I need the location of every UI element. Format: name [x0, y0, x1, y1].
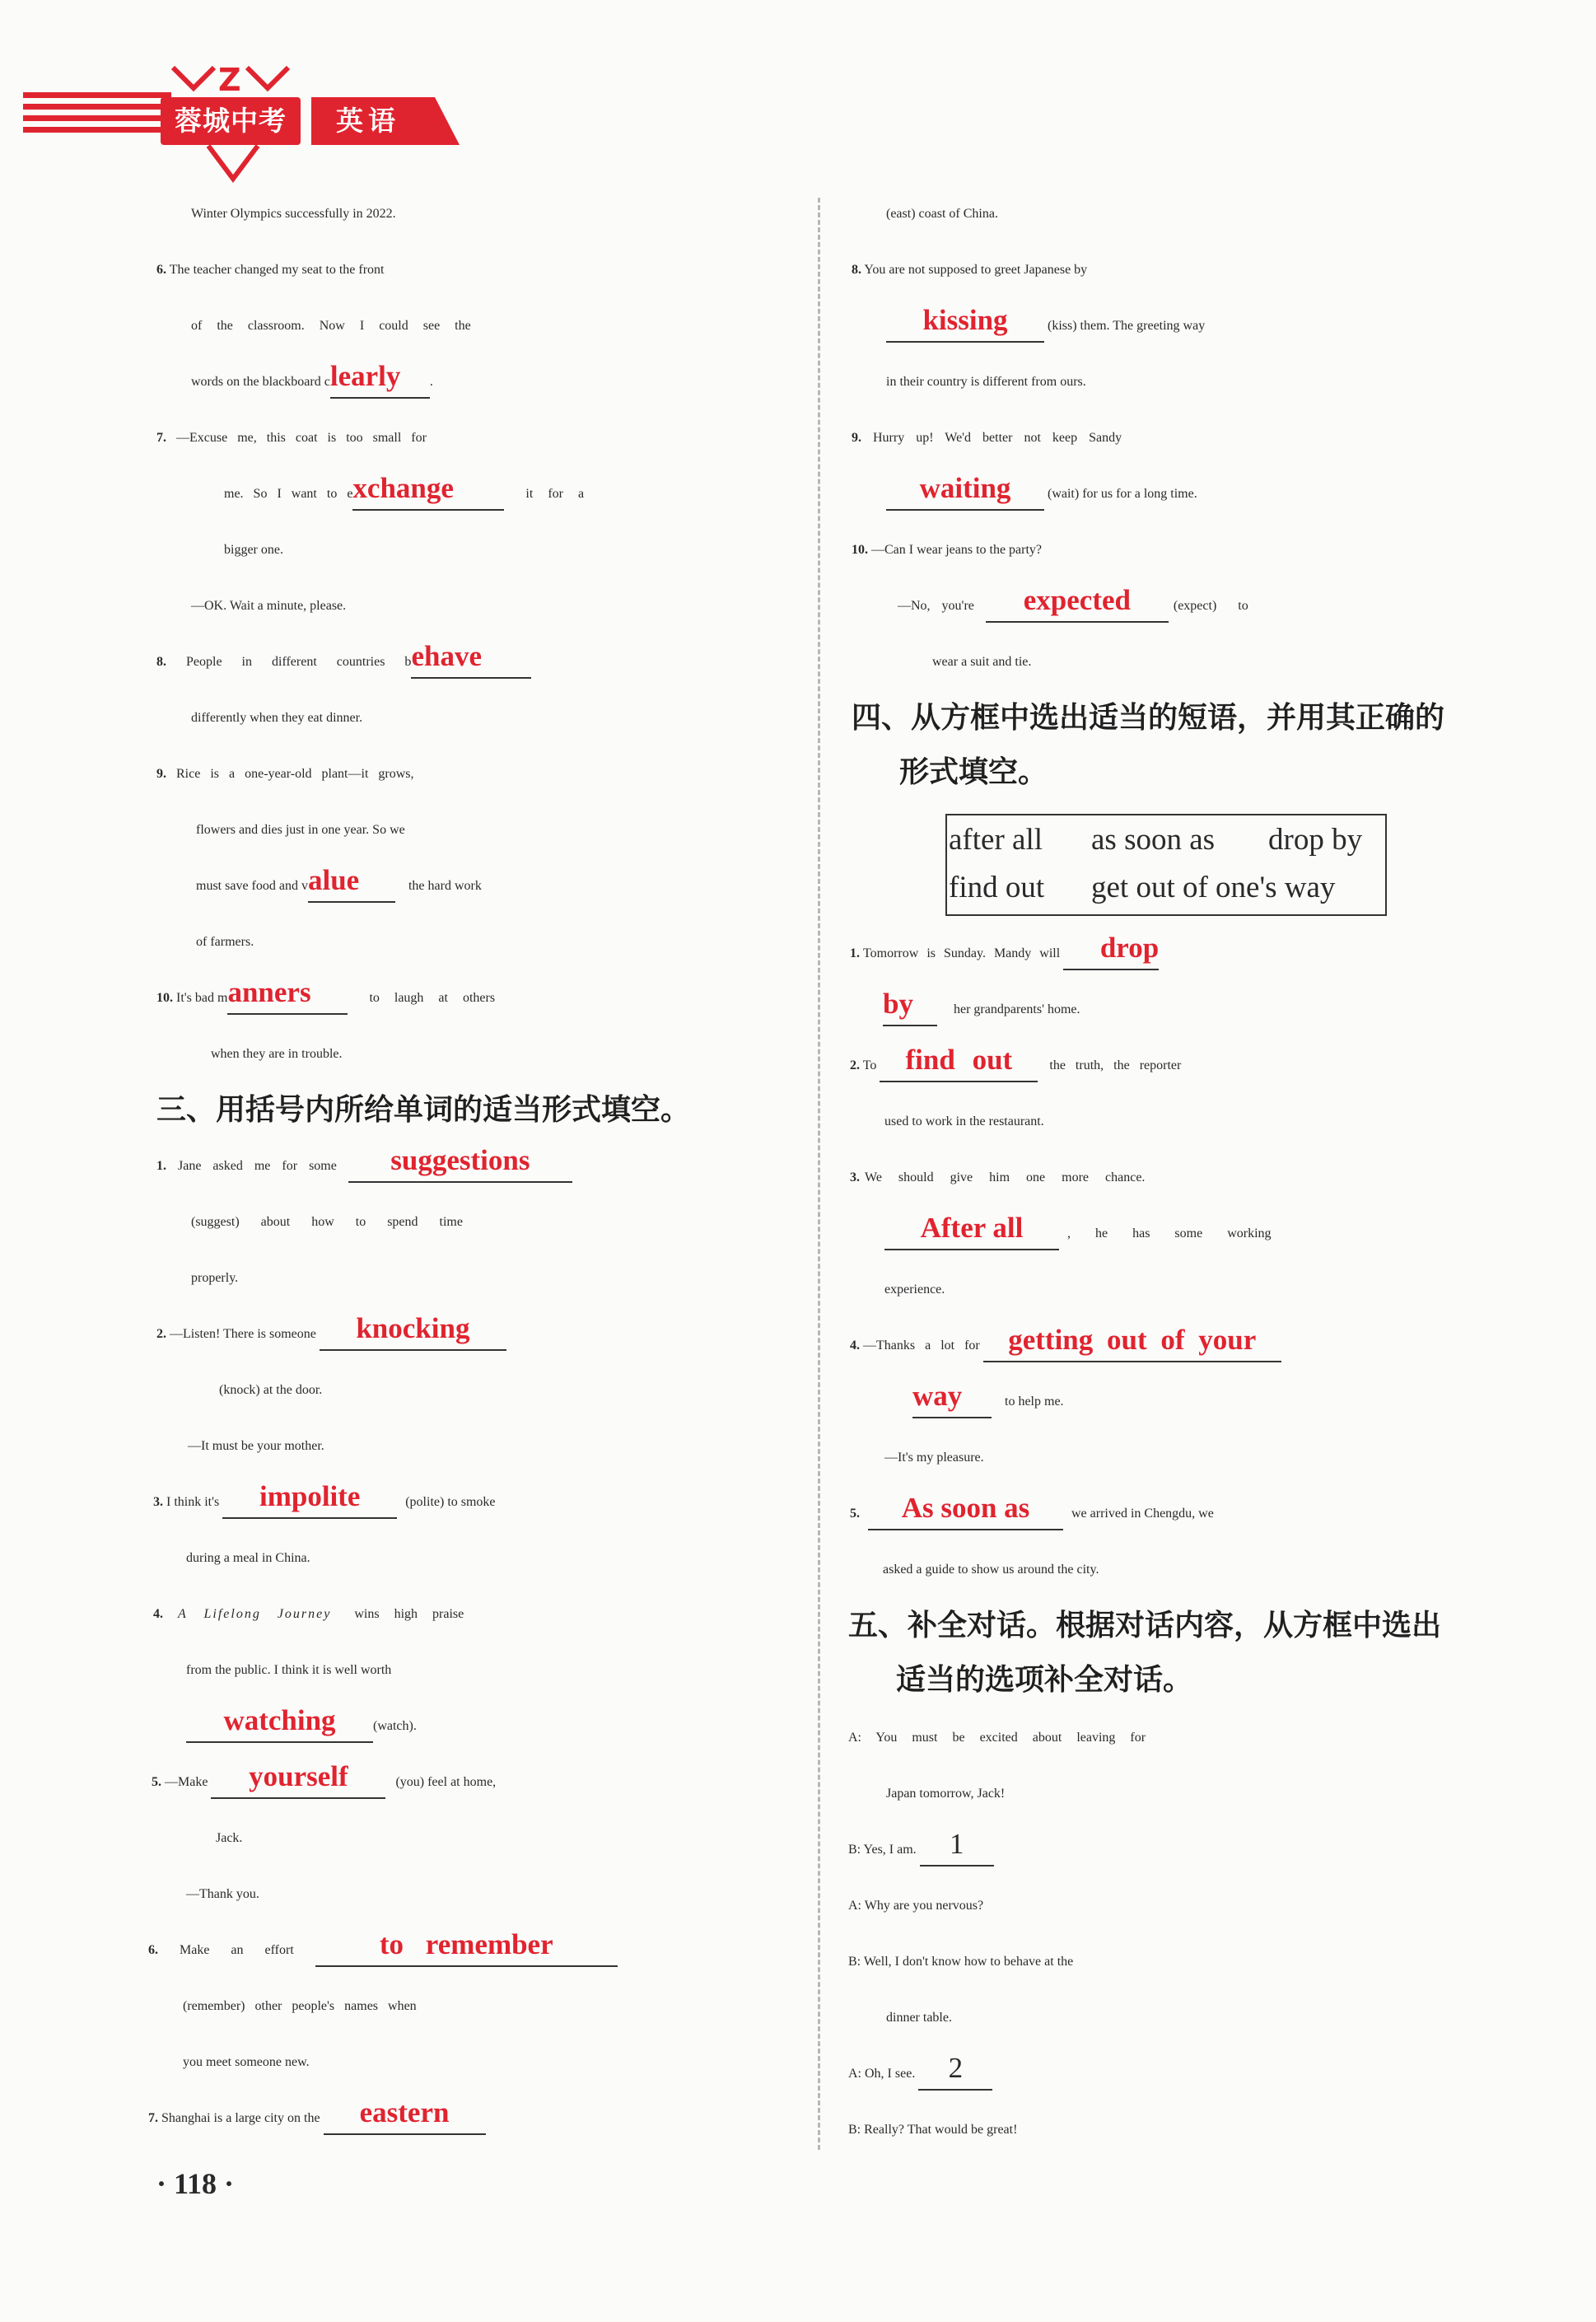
question-number: 5. — [850, 1507, 860, 1521]
text: (you) feel at home, — [395, 1775, 497, 1789]
answer-blank: eastern — [324, 2092, 486, 2135]
answer-blank: knocking — [320, 1308, 506, 1351]
question-number: 4. — [850, 1339, 860, 1353]
question-number: 8. — [156, 655, 166, 669]
s3-question-1 — [156, 1138, 572, 1194]
phrase-box — [945, 814, 1387, 916]
text-line — [186, 1698, 417, 1754]
question-8 — [156, 634, 531, 690]
text-line — [886, 298, 1205, 354]
phrase: get out of one's way — [1091, 871, 1336, 904]
s3-question-2 — [156, 1306, 506, 1362]
section-5-heading: 五、补全对话。根据对话内容，从方框中选出 — [848, 1609, 1442, 1642]
text-line: The teacher changed my seat to the front — [169, 263, 385, 277]
s3-question-10 — [852, 522, 1042, 578]
logo-v-icon — [204, 142, 262, 183]
text-line: used to work in the restaurant. — [884, 1114, 1044, 1128]
text: her grandparents' home. — [954, 1002, 1080, 1016]
text: To — [862, 1058, 877, 1072]
s3-question-6 — [148, 1923, 618, 1979]
answer-blank: ehave — [411, 636, 531, 679]
text: We should give him one more chance. — [865, 1170, 1146, 1184]
question-number: 3. — [850, 1170, 860, 1184]
text: —Thanks a lot for — [863, 1339, 980, 1353]
text-line — [191, 354, 433, 410]
dialogue-line — [848, 1822, 994, 1878]
s3-question-8 — [852, 242, 1087, 298]
s3-question-9 — [852, 410, 1122, 466]
text-line: differently when they eat dinner. — [191, 711, 363, 725]
phrase: after all — [949, 823, 1043, 857]
question-number: 7. — [156, 431, 166, 445]
text-line: of farmers. — [196, 935, 254, 949]
answer-blank: drop — [1063, 927, 1159, 970]
column-divider — [818, 198, 820, 2150]
question-10 — [156, 970, 495, 1026]
phrase: as soon as — [1091, 823, 1216, 857]
subject-tab — [311, 97, 460, 145]
subject-label: 英语 — [336, 105, 400, 137]
question-number: 10. — [156, 991, 173, 1005]
text-line: asked a guide to show us around the city. — [883, 1563, 1099, 1577]
answer-blank: impolite — [222, 1476, 397, 1519]
answer-blank: to remember — [315, 1924, 618, 1967]
s4-question-5 — [850, 1486, 1214, 1542]
dialogue-blank: 1 — [920, 1824, 994, 1866]
text-line: flowers and dies just in one year. So we — [196, 823, 405, 837]
dialogue-line: B: Really? That would be great! — [848, 2123, 1018, 2137]
text: wins high praise — [354, 1607, 464, 1621]
answer-blank: anners — [227, 972, 348, 1015]
text-line: —It must be your mother. — [188, 1439, 324, 1453]
text-line: during a meal in China. — [186, 1551, 310, 1565]
answer-blank: alue — [308, 860, 395, 903]
question-number: 1. — [156, 1159, 166, 1173]
text: People in different countries b — [186, 655, 412, 669]
brand-logo: 蓉城中考 — [161, 97, 301, 145]
answer-blank: xchange — [352, 468, 504, 511]
text: must save food and v — [196, 879, 308, 893]
text: the truth, the reporter — [1049, 1058, 1182, 1072]
phrase: find out — [949, 871, 1045, 904]
text: we arrived in Chengdu, we — [1071, 1507, 1214, 1521]
text-line: bigger one. — [224, 543, 283, 557]
question-number: 6. — [148, 1943, 158, 1957]
text: it for a — [525, 487, 585, 501]
text-line — [883, 982, 1080, 1038]
svg-text:Z: Z — [218, 62, 241, 97]
text-line: —It's my pleasure. — [884, 1451, 984, 1465]
text-line: when they are in trouble. — [211, 1047, 343, 1061]
text: to help me. — [1005, 1395, 1064, 1409]
answer-blank: learly — [330, 356, 430, 399]
text: (kiss) them. The greeting way — [1048, 319, 1206, 333]
text: Make an effort — [180, 1943, 294, 1957]
text: A: Oh, I see. — [848, 2067, 916, 2081]
answer-blank: suggestions — [348, 1140, 572, 1183]
text-line: (east) coast of China. — [886, 207, 998, 221]
header-stripes — [23, 92, 171, 138]
text: —Listen! There is someone — [170, 1327, 316, 1341]
answer-blank: by — [883, 983, 937, 1026]
text-line: from the public. I think it is well worth — [186, 1663, 392, 1677]
question-number: 1. — [850, 946, 860, 960]
s4-question-3 — [850, 1150, 1145, 1206]
text: Jane asked me for some — [178, 1159, 337, 1173]
text: —No, you're — [898, 599, 974, 613]
text: —Can I wear jeans to the party? — [871, 543, 1043, 557]
text: B: Yes, I am. — [848, 1843, 917, 1857]
text: Hurry up! We'd better not keep Sandy — [873, 431, 1122, 445]
s4-question-2 — [850, 1038, 1181, 1094]
question-7 — [156, 410, 427, 466]
text: Tomorrow is Sunday. Mandy will — [863, 946, 1061, 960]
text: to laugh at others — [369, 991, 496, 1005]
text: It's bad m — [176, 991, 228, 1005]
question-number: 10. — [852, 543, 868, 557]
text-line: (knock) at the door. — [219, 1383, 323, 1397]
dialogue-line: B: Well, I don't know how to behave at the — [848, 1955, 1074, 1969]
dialogue-line: A: You must be excited about leaving for — [848, 1731, 1146, 1745]
text-line — [224, 466, 584, 522]
text-line: wear a suit and tie. — [932, 655, 1032, 669]
answer-blank: getting out of your — [983, 1320, 1281, 1362]
text-line: experience. — [884, 1282, 945, 1296]
question-number: 9. — [852, 431, 861, 445]
question-number: 5. — [152, 1775, 161, 1789]
text-line: Winter Olympics successfully in 2022. — [191, 207, 396, 221]
s3-question-3 — [153, 1474, 496, 1530]
question-6 — [156, 242, 385, 298]
text: —Excuse me, this coat is too small for — [176, 431, 427, 445]
text: Shanghai is a large city on the — [161, 2111, 320, 2125]
text-line — [196, 858, 482, 914]
section-4-heading-cont: 形式填空。 — [899, 755, 1048, 789]
question-number: 9. — [156, 767, 166, 781]
answer-blank: After all — [884, 1208, 1059, 1250]
text-line — [886, 466, 1197, 522]
section-4-heading: 四、从方框中选出适当的短语，并用其正确的 — [852, 701, 1445, 735]
dialogue-blank: 2 — [918, 2048, 992, 2091]
book-title: A Lifelong Journey — [178, 1607, 332, 1621]
s4-question-1 — [850, 926, 1159, 982]
dialogue-line: A: Why are you nervous? — [848, 1899, 984, 1913]
phrase: drop by — [1268, 823, 1363, 857]
text: Rice is a one-year-old plant—it grows, — [176, 767, 414, 781]
question-number: 2. — [156, 1327, 166, 1341]
text: . — [429, 375, 433, 389]
text: the hard work — [408, 879, 482, 893]
text-line — [898, 578, 1248, 634]
text-line: (remember) other people's names when — [183, 1999, 417, 2013]
text: (watch). — [373, 1719, 417, 1733]
s3-question-5 — [152, 1754, 496, 1810]
text-line — [912, 1374, 1064, 1430]
page-number: · 118 · — [156, 2167, 235, 2200]
text: (polite) to smoke — [405, 1495, 496, 1509]
text: , he has some working — [1067, 1226, 1272, 1240]
answer-blank: watching — [186, 1700, 373, 1743]
question-number: 3. — [153, 1495, 163, 1509]
s3-question-7 — [148, 2091, 486, 2147]
text: You are not supposed to greet Japanese by — [864, 263, 1088, 277]
s3-question-4 — [153, 1586, 464, 1642]
text-line: properly. — [191, 1271, 239, 1285]
text: (wait) for us for a long time. — [1048, 487, 1197, 501]
answer-blank: kissing — [886, 300, 1044, 343]
text-line: —OK. Wait a minute, please. — [191, 599, 347, 613]
question-number: 4. — [153, 1607, 163, 1621]
section-3-heading: 三、用括号内所给单词的适当形式填空。 — [156, 1093, 691, 1127]
text: I think it's — [166, 1495, 220, 1509]
text-line: in their country is different from ours. — [886, 375, 1086, 389]
text: me. So I want to e — [224, 487, 353, 501]
text-line: (suggest) about how to spend time — [191, 1215, 463, 1229]
text-line: Jack. — [216, 1831, 243, 1845]
dialogue-line: Japan tomorrow, Jack! — [886, 1787, 1006, 1801]
text-line: —Thank you. — [186, 1887, 259, 1901]
answer-blank: find out — [880, 1040, 1038, 1082]
text: (expect) to — [1173, 599, 1248, 613]
section-5-heading-cont: 适当的选项补全对话。 — [896, 1663, 1193, 1697]
text-line — [884, 1206, 1272, 1262]
answer-blank: expected — [986, 580, 1169, 623]
answer-blank: way — [912, 1376, 992, 1418]
answer-blank: As soon as — [868, 1488, 1063, 1530]
text: words on the blackboard c — [191, 375, 330, 389]
question-number: 7. — [148, 2111, 158, 2125]
question-number: 8. — [852, 263, 861, 277]
s4-question-4 — [850, 1318, 1281, 1374]
answer-blank: yourself — [211, 1756, 385, 1799]
answer-blank: waiting — [886, 468, 1044, 511]
text-line: of the classroom. Now I could see the — [191, 319, 471, 333]
dialogue-line: dinner table. — [886, 2011, 952, 2025]
text-line: you meet someone new. — [183, 2055, 310, 2069]
dialogue-line — [848, 2046, 992, 2102]
question-number: 6. — [156, 263, 166, 277]
logo-chevron-icon — [169, 59, 292, 97]
text: —Make — [165, 1775, 208, 1789]
question-9 — [156, 746, 414, 802]
question-number: 2. — [850, 1058, 860, 1072]
